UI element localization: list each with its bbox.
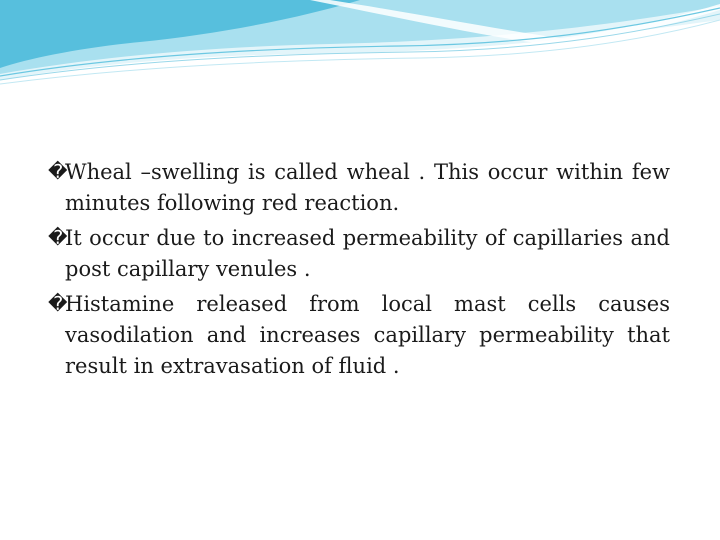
bullet-item-2 [49,223,670,285]
bullet-item-3 [49,289,670,382]
bullet-marker-icon: � [48,161,68,183]
bullet-text: It occur due to increased permeability of capillaries and post capillary venules . [65,226,670,281]
header-wave-decoration [0,0,720,90]
bullet-text: Wheal –swelling is called wheal . This occur within few minutes following red reaction. [65,160,670,215]
bullet-marker-icon: � [48,293,68,315]
bullet-item-1 [49,157,670,219]
slide-body [49,157,670,386]
bullet-marker-icon: � [48,227,68,249]
bullet-text: Histamine released from local mast cells causes vasodilation and increases capillary permeability that result in extravasation of fluid . [65,292,670,378]
